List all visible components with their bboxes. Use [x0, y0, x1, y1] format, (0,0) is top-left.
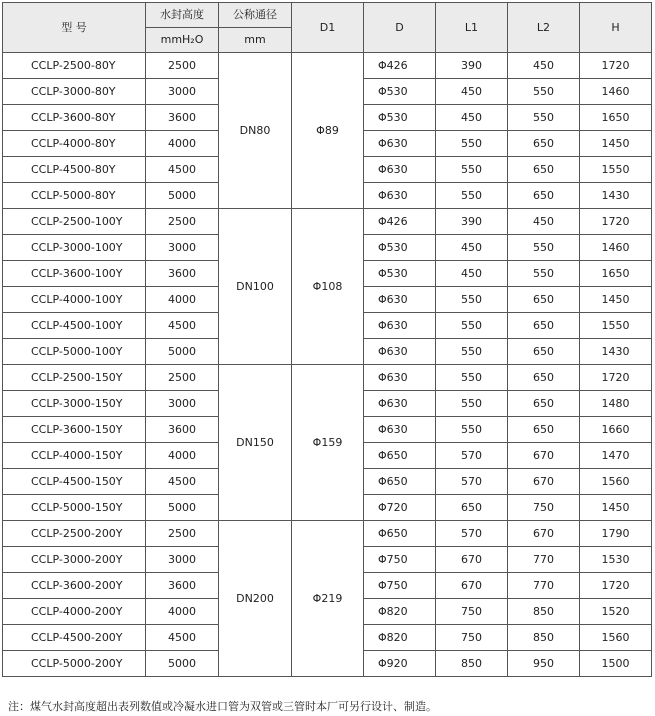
- cell-model: CCLP-4000-150Y: [3, 443, 146, 469]
- cell-l2: 650: [508, 131, 580, 157]
- cell-seal-height: 5000: [146, 651, 219, 677]
- cell-nominal-diameter: DN80: [219, 53, 292, 209]
- cell-model: CCLP-5000-80Y: [3, 183, 146, 209]
- cell-seal-height: 3600: [146, 417, 219, 443]
- cell-seal-height: 3600: [146, 105, 219, 131]
- cell-h: 1480: [580, 391, 652, 417]
- table-body: [3, 53, 652, 677]
- cell-l2: 650: [508, 183, 580, 209]
- cell-model: CCLP-5000-150Y: [3, 495, 146, 521]
- cell-seal-height: 3000: [146, 235, 219, 261]
- cell-l1: 570: [436, 443, 508, 469]
- cell-h: 1450: [580, 495, 652, 521]
- cell-d1: Φ219: [292, 521, 364, 677]
- cell-h: 1430: [580, 183, 652, 209]
- cell-h: 1720: [580, 573, 652, 599]
- cell-seal-height: 5000: [146, 339, 219, 365]
- cell-d: Φ630: [364, 365, 436, 391]
- cell-h: 1430: [580, 339, 652, 365]
- cell-l1: 570: [436, 469, 508, 495]
- cell-seal-height: 4500: [146, 469, 219, 495]
- cell-model: CCLP-3000-200Y: [3, 547, 146, 573]
- cell-d: Φ750: [364, 547, 436, 573]
- cell-d: Φ630: [364, 313, 436, 339]
- cell-seal-height: 2500: [146, 365, 219, 391]
- cell-model: CCLP-3600-80Y: [3, 105, 146, 131]
- cell-l1: 390: [436, 209, 508, 235]
- cell-d: Φ530: [364, 261, 436, 287]
- cell-model: CCLP-4000-100Y: [3, 287, 146, 313]
- cell-h: 1460: [580, 79, 652, 105]
- cell-l2: 650: [508, 313, 580, 339]
- table-row: [3, 53, 652, 79]
- cell-l1: 550: [436, 391, 508, 417]
- table-row: [3, 365, 652, 391]
- cell-d: Φ630: [364, 157, 436, 183]
- cell-model: CCLP-3600-150Y: [3, 417, 146, 443]
- cell-h: 1500: [580, 651, 652, 677]
- cell-d: Φ530: [364, 79, 436, 105]
- cell-nominal-diameter: DN150: [219, 365, 292, 521]
- cell-d: Φ920: [364, 651, 436, 677]
- cell-d: Φ650: [364, 469, 436, 495]
- cell-h: 1550: [580, 157, 652, 183]
- cell-l2: 670: [508, 443, 580, 469]
- header-model: 型 号: [3, 3, 146, 53]
- cell-l1: 550: [436, 365, 508, 391]
- table-header: [3, 3, 652, 53]
- cell-h: 1560: [580, 625, 652, 651]
- cell-seal-height: 4000: [146, 599, 219, 625]
- cell-h: 1720: [580, 209, 652, 235]
- cell-seal-height: 5000: [146, 495, 219, 521]
- header-h: H: [580, 3, 652, 53]
- header-l1: L1: [436, 3, 508, 53]
- cell-l2: 650: [508, 157, 580, 183]
- cell-l2: 670: [508, 469, 580, 495]
- cell-h: 1520: [580, 599, 652, 625]
- cell-h: 1460: [580, 235, 652, 261]
- cell-seal-height: 3000: [146, 391, 219, 417]
- cell-h: 1450: [580, 287, 652, 313]
- cell-d1: Φ159: [292, 365, 364, 521]
- cell-h: 1470: [580, 443, 652, 469]
- cell-d: Φ650: [364, 521, 436, 547]
- cell-h: 1790: [580, 521, 652, 547]
- cell-seal-height: 2500: [146, 53, 219, 79]
- cell-d: Φ630: [364, 417, 436, 443]
- cell-nominal-diameter: DN100: [219, 209, 292, 365]
- cell-l2: 450: [508, 209, 580, 235]
- cell-model: CCLP-4500-100Y: [3, 313, 146, 339]
- cell-seal-height: 3600: [146, 573, 219, 599]
- cell-seal-height: 4500: [146, 625, 219, 651]
- cell-model: CCLP-3000-100Y: [3, 235, 146, 261]
- cell-d1: Φ89: [292, 53, 364, 209]
- cell-seal-height: 3600: [146, 261, 219, 287]
- table-row: [3, 209, 652, 235]
- cell-d: Φ630: [364, 339, 436, 365]
- header-seal-height: 水封高度: [146, 3, 219, 28]
- cell-d: Φ530: [364, 235, 436, 261]
- cell-seal-height: 4000: [146, 131, 219, 157]
- header-d: D: [364, 3, 436, 53]
- cell-l1: 450: [436, 79, 508, 105]
- cell-h: 1530: [580, 547, 652, 573]
- cell-seal-height: 3000: [146, 79, 219, 105]
- cell-d: Φ630: [364, 131, 436, 157]
- cell-l2: 550: [508, 235, 580, 261]
- cell-h: 1450: [580, 131, 652, 157]
- cell-model: CCLP-2500-200Y: [3, 521, 146, 547]
- cell-l1: 650: [436, 495, 508, 521]
- cell-h: 1660: [580, 417, 652, 443]
- cell-d: Φ630: [364, 287, 436, 313]
- cell-d1: Φ108: [292, 209, 364, 365]
- cell-l1: 750: [436, 599, 508, 625]
- cell-l1: 450: [436, 235, 508, 261]
- cell-model: CCLP-3000-150Y: [3, 391, 146, 417]
- cell-model: CCLP-4000-200Y: [3, 599, 146, 625]
- header-row-1: [3, 3, 652, 28]
- cell-model: CCLP-2500-150Y: [3, 365, 146, 391]
- cell-l1: 450: [436, 105, 508, 131]
- header-nominal: 公称通径: [219, 3, 292, 28]
- cell-l2: 850: [508, 599, 580, 625]
- cell-l1: 390: [436, 53, 508, 79]
- cell-l1: 670: [436, 547, 508, 573]
- cell-model: CCLP-3600-200Y: [3, 573, 146, 599]
- cell-seal-height: 4000: [146, 287, 219, 313]
- cell-l2: 650: [508, 339, 580, 365]
- cell-seal-height: 4000: [146, 443, 219, 469]
- cell-l2: 850: [508, 625, 580, 651]
- cell-seal-height: 4500: [146, 157, 219, 183]
- cell-h: 1560: [580, 469, 652, 495]
- cell-l2: 770: [508, 547, 580, 573]
- cell-l1: 670: [436, 573, 508, 599]
- cell-l2: 450: [508, 53, 580, 79]
- cell-d: Φ426: [364, 209, 436, 235]
- cell-model: CCLP-4000-80Y: [3, 131, 146, 157]
- cell-l1: 550: [436, 417, 508, 443]
- spec-table: [2, 2, 652, 677]
- cell-l2: 650: [508, 287, 580, 313]
- cell-nominal-diameter: DN200: [219, 521, 292, 677]
- cell-l2: 650: [508, 417, 580, 443]
- cell-model: CCLP-3600-100Y: [3, 261, 146, 287]
- cell-l1: 750: [436, 625, 508, 651]
- cell-l2: 650: [508, 365, 580, 391]
- cell-d: Φ650: [364, 443, 436, 469]
- cell-l1: 550: [436, 157, 508, 183]
- cell-seal-height: 3000: [146, 547, 219, 573]
- cell-model: CCLP-2500-80Y: [3, 53, 146, 79]
- cell-model: CCLP-5000-200Y: [3, 651, 146, 677]
- cell-l2: 950: [508, 651, 580, 677]
- cell-h: 1650: [580, 105, 652, 131]
- cell-l2: 670: [508, 521, 580, 547]
- table-row: [3, 521, 652, 547]
- cell-l1: 850: [436, 651, 508, 677]
- cell-l1: 550: [436, 183, 508, 209]
- cell-d: Φ820: [364, 625, 436, 651]
- cell-model: CCLP-3000-80Y: [3, 79, 146, 105]
- cell-l1: 550: [436, 287, 508, 313]
- header-nominal-unit: mm: [219, 28, 292, 53]
- cell-l2: 550: [508, 105, 580, 131]
- cell-seal-height: 4500: [146, 313, 219, 339]
- cell-model: CCLP-2500-100Y: [3, 209, 146, 235]
- cell-l2: 750: [508, 495, 580, 521]
- cell-l1: 550: [436, 339, 508, 365]
- cell-h: 1650: [580, 261, 652, 287]
- cell-h: 1550: [580, 313, 652, 339]
- cell-l1: 550: [436, 131, 508, 157]
- cell-d: Φ426: [364, 53, 436, 79]
- cell-l1: 550: [436, 313, 508, 339]
- cell-model: CCLP-4500-150Y: [3, 469, 146, 495]
- header-d1: D1: [292, 3, 364, 53]
- cell-h: 1720: [580, 365, 652, 391]
- cell-model: CCLP-4500-80Y: [3, 157, 146, 183]
- cell-model: CCLP-4500-200Y: [3, 625, 146, 651]
- cell-l1: 570: [436, 521, 508, 547]
- cell-d: Φ720: [364, 495, 436, 521]
- cell-l2: 550: [508, 261, 580, 287]
- cell-l2: 550: [508, 79, 580, 105]
- cell-d: Φ630: [364, 183, 436, 209]
- cell-d: Φ820: [364, 599, 436, 625]
- cell-seal-height: 2500: [146, 521, 219, 547]
- cell-d: Φ750: [364, 573, 436, 599]
- cell-d: Φ530: [364, 105, 436, 131]
- cell-l1: 450: [436, 261, 508, 287]
- header-seal-unit: mmH₂O: [146, 28, 219, 53]
- cell-seal-height: 2500: [146, 209, 219, 235]
- cell-seal-height: 5000: [146, 183, 219, 209]
- cell-l2: 650: [508, 391, 580, 417]
- footnote: 注：煤气水封高度超出表列数值或冷凝水进口管为双管或三管时本厂可另行设计、制造。: [8, 700, 437, 713]
- cell-d: Φ630: [364, 391, 436, 417]
- header-l2: L2: [508, 3, 580, 53]
- cell-l2: 770: [508, 573, 580, 599]
- cell-h: 1720: [580, 53, 652, 79]
- cell-model: CCLP-5000-100Y: [3, 339, 146, 365]
